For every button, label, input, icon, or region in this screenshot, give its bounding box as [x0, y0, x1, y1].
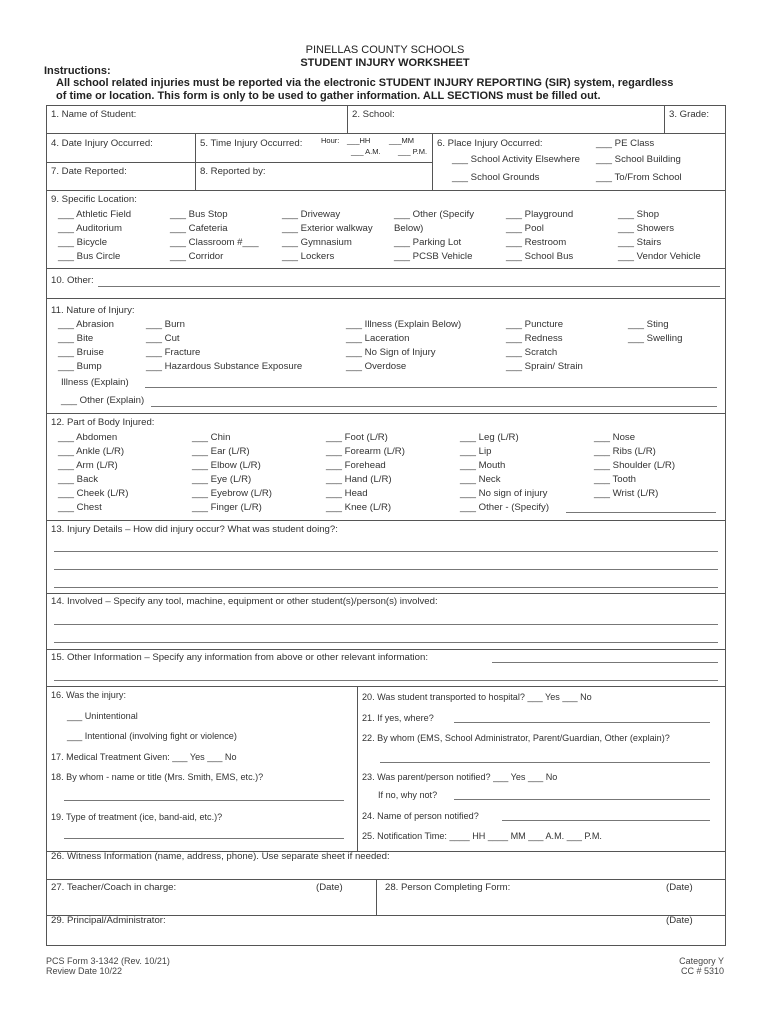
divider — [347, 105, 348, 133]
mm-field[interactable]: ___MM — [389, 136, 415, 145]
divider — [432, 133, 433, 190]
body-part-option[interactable]: ___ Foot (L/R) — [326, 432, 388, 443]
principal-label: 29. Principal/Administrator: — [51, 915, 166, 926]
nature-option[interactable]: ___ Redness — [506, 333, 563, 344]
body-part-option[interactable]: ___ Knee (L/R) — [326, 502, 392, 513]
nature-option[interactable]: ___ Overdose — [346, 361, 407, 372]
location-option[interactable]: ___ Exterior walkway — [282, 223, 373, 234]
location-option[interactable]: ___ Shop — [618, 209, 660, 220]
body-part-option[interactable]: ___ Back — [58, 474, 99, 485]
location-option[interactable]: ___ Driveway — [282, 209, 341, 220]
divider — [664, 105, 665, 133]
treatment-type-label: 19. Type of treatment (ice, band-aid, etc.)? — [51, 812, 223, 822]
location-option[interactable]: ___ PCSB Vehicle — [394, 251, 473, 262]
location-option[interactable]: ___ Stairs — [618, 237, 662, 248]
notification-time-label[interactable]: 25. Notification Time: ____ HH ____ MM ___ A.M. ___ P.M. — [362, 831, 602, 841]
witness-info-label: 26. Witness Information (name, address, phone). Use separate sheet if needed: — [51, 851, 390, 862]
body-part-option[interactable]: ___ Chin — [192, 432, 231, 443]
specific-location-label: 9. Specific Location: — [51, 194, 137, 205]
why-not-label: If no, why not? — [378, 790, 438, 800]
transported-label[interactable]: 20. Was student transported to hospital? ___ Yes ___ No — [362, 692, 592, 702]
location-option[interactable]: ___ Other (Specify — [394, 209, 474, 220]
location-option[interactable]: ___ Vendor Vehicle — [618, 251, 701, 262]
location-option[interactable]: ___ Restroom — [506, 237, 567, 248]
body-part-option[interactable]: ___ Forehead — [326, 460, 386, 471]
body-part-option[interactable]: ___ Eye (L/R) — [192, 474, 252, 485]
body-part-label: 12. Part of Body Injured: — [51, 417, 155, 428]
nature-option[interactable]: ___ No Sign of Injury — [346, 347, 436, 358]
injury-details-line-3[interactable] — [54, 587, 718, 588]
teacher-coach-label: 27. Teacher/Coach in charge: — [51, 882, 177, 893]
nature-option[interactable]: ___ Burn — [146, 319, 185, 330]
body-part-option[interactable]: ___ Other - (Specify) — [460, 502, 550, 513]
school-label: 2. School: — [352, 109, 395, 120]
other-information-line-2[interactable] — [54, 680, 718, 681]
review-date: Review Date 10/22 — [46, 966, 123, 976]
body-part-option[interactable]: ___ Finger (L/R) — [192, 502, 262, 513]
body-part-option[interactable]: ___ Cheek (L/R) — [58, 488, 129, 499]
other-information-line-1[interactable] — [492, 662, 718, 663]
date-reported-label: 7. Date Reported: — [51, 166, 127, 177]
was-injury-label: 16. Was the injury: — [51, 690, 126, 700]
instructions-line-2: of time or location. This form is only to be used to gather information. ALL SECTIONS must be filled out. — [56, 90, 601, 102]
completer-date-label: (Date) — [666, 882, 693, 893]
body-part-option[interactable]: ___ No sign of injury — [460, 488, 548, 499]
body-part-option[interactable]: ___ Leg (L/R) — [460, 432, 519, 443]
nature-option — [628, 347, 718, 358]
am-option[interactable]: ___ A.M. — [351, 147, 381, 156]
location-option[interactable]: ___ Bus Stop — [170, 209, 228, 220]
location-option[interactable]: ___ Auditorium — [58, 223, 122, 234]
nature-option[interactable]: ___ Cut — [146, 333, 180, 344]
other-input-line[interactable] — [98, 286, 720, 287]
nature-option[interactable]: ___ Sting — [628, 319, 669, 330]
place-school-building[interactable]: ___ School Building — [596, 154, 681, 165]
place-school-activity[interactable]: ___ School Activity Elsewhere — [452, 154, 580, 165]
body-part-option[interactable]: ___ Ribs (L/R) — [594, 446, 656, 457]
person-notified-label: 24. Name of person notified? — [362, 811, 479, 821]
divider — [46, 686, 726, 687]
body-part-option[interactable]: ___ Shoulder (L/R) — [594, 460, 676, 471]
involved-line-1[interactable] — [54, 624, 718, 625]
instructions-label: Instructions: — [44, 65, 111, 77]
location-option[interactable]: ___ Lockers — [282, 251, 335, 262]
nature-option — [628, 361, 718, 372]
nature-option[interactable]: ___ Illness (Explain Below) — [346, 319, 462, 330]
body-part-option[interactable]: ___ Lip — [460, 446, 492, 457]
teacher-date-label: (Date) — [316, 882, 343, 893]
date-injury-label: 4. Date Injury Occurred: — [51, 138, 153, 149]
injury-details-label: 13. Injury Details – How did injury occur? What was student doing?: — [51, 524, 338, 535]
hour-label: Hour: — [321, 136, 340, 145]
divider — [376, 879, 377, 915]
divider — [46, 879, 726, 880]
time-injury-label: 5. Time Injury Occurred: — [200, 138, 303, 149]
body-part-option[interactable]: ___ Chest — [58, 502, 102, 513]
injury-details-line-2[interactable] — [54, 569, 718, 570]
nature-option[interactable]: ___ Bruise — [58, 347, 104, 358]
illness-explain-line[interactable] — [145, 387, 717, 388]
location-option[interactable]: ___ Gymnasium — [282, 237, 352, 248]
person-completing-label: 28. Person Completing Form: — [385, 882, 511, 893]
treated-by-line[interactable] — [64, 800, 344, 801]
body-part-option[interactable]: ___ Head — [326, 488, 368, 499]
illness-explain-label: Illness (Explain) — [61, 377, 129, 388]
location-option: Below) — [394, 223, 424, 234]
other-specify-line[interactable] — [566, 512, 716, 513]
specific-location-options — [58, 209, 718, 262]
nature-option[interactable]: ___ Scratch — [506, 347, 558, 358]
intentional-option[interactable]: ___ Intentional (involving fight or violence) — [67, 731, 237, 741]
instructions-line-1: All school related injuries must be reported via the electronic STUDENT INJURY REPORTING (SIR) system, regardless — [56, 77, 674, 89]
treatment-type-line[interactable] — [64, 838, 344, 839]
transport-by-label: 22. By whom (EMS, School Administrator, Parent/Guardian, Other (explain)? — [362, 733, 670, 743]
location-option[interactable]: ___ Pool — [506, 223, 544, 234]
body-part-option[interactable]: ___ Abdomen — [58, 432, 118, 443]
nature-option[interactable]: ___ Abrasion — [58, 319, 115, 330]
body-part-option[interactable]: ___ Ankle (L/R) — [58, 446, 125, 457]
location-option[interactable]: ___ Classroom #___ — [170, 237, 259, 248]
divider — [46, 520, 726, 521]
body-part-option[interactable]: ___ Mouth — [460, 460, 506, 471]
why-not-line[interactable] — [454, 799, 710, 800]
location-option[interactable]: ___ School Bus — [506, 251, 574, 262]
location-option[interactable]: ___ Cafeteria — [170, 223, 228, 234]
other-explain-line[interactable] — [151, 406, 717, 407]
body-part-options — [58, 432, 714, 513]
cc-number: CC # 5310 — [680, 966, 724, 976]
unintentional-option[interactable]: ___ Unintentional — [67, 711, 138, 721]
body-part-option[interactable]: ___ Ear (L/R) — [192, 446, 250, 457]
other-label: 10. Other: — [51, 275, 94, 286]
divider — [46, 162, 432, 163]
divider — [46, 268, 726, 269]
student-name-label: 1. Name of Student: — [51, 109, 137, 120]
nature-option[interactable]: ___ Swelling — [628, 333, 683, 344]
org-name: PINELLAS COUNTY SCHOOLS — [305, 44, 465, 56]
nature-option[interactable]: ___ Puncture — [506, 319, 564, 330]
other-information-label: 15. Other Information – Specify any information from above or other relevant information: — [51, 652, 429, 663]
body-part-option[interactable]: ___ Hand (L/R) — [326, 474, 392, 485]
divider — [46, 133, 726, 134]
category: Category Y — [679, 956, 724, 966]
nature-option[interactable]: ___ Fracture — [146, 347, 201, 358]
hospital-where-label: 21. If yes, where? — [362, 713, 434, 723]
parent-notified-label[interactable]: 23. Was parent/person notified? ___ Yes ___ No — [362, 772, 558, 782]
body-part-option[interactable]: ___ Elbow (L/R) — [192, 460, 261, 471]
principal-date-label: (Date) — [666, 915, 693, 926]
location-option[interactable]: ___ Bicycle — [58, 237, 108, 248]
place-injury-label: 6. Place Injury Occurred: — [437, 138, 543, 149]
divider — [46, 298, 726, 299]
location-option[interactable]: ___ Showers — [618, 223, 674, 234]
hh-field[interactable]: ___HH — [347, 136, 371, 145]
location-option[interactable]: ___ Parking Lot — [394, 237, 462, 248]
body-part-option[interactable]: ___ Neck — [460, 474, 501, 485]
form-title: STUDENT INJURY WORKSHEET — [300, 57, 470, 69]
nature-of-injury-label: 11. Nature of Injury: — [51, 305, 135, 316]
other-explain-label: ___ Other (Explain) — [61, 395, 145, 406]
body-part-option[interactable]: ___ Eyebrow (L/R) — [192, 488, 272, 499]
divider — [46, 190, 726, 191]
place-pe-class[interactable]: ___ PE Class — [596, 138, 655, 149]
involved-line-2[interactable] — [54, 642, 718, 643]
involved-label: 14. Involved – Specify any tool, machine, equipment or other student(s)/person(s) involved: — [51, 596, 438, 607]
treated-by-label: 18. By whom - name or title (Mrs. Smith, EMS, etc.)? — [51, 772, 264, 782]
divider — [46, 649, 726, 650]
transport-by-line[interactable] — [380, 762, 710, 763]
pm-option[interactable]: ___ P.M. — [398, 147, 428, 156]
grade-label: 3. Grade: — [669, 109, 709, 120]
divider — [357, 686, 358, 851]
form-number: PCS Form 3-1342 (Rev. 10/21) — [46, 956, 170, 966]
reported-by-label: 8. Reported by: — [200, 166, 266, 177]
hospital-where-line[interactable] — [454, 722, 710, 723]
body-part-option[interactable]: ___ Wrist (L/R) — [594, 488, 659, 499]
location-option[interactable]: ___ Athletic Field — [58, 209, 132, 220]
divider — [46, 593, 726, 594]
nature-option[interactable]: ___ Bump — [58, 361, 102, 372]
nature-option[interactable]: ___ Laceration — [346, 333, 410, 344]
nature-of-injury-options — [58, 319, 718, 372]
nature-option[interactable]: ___ Hazardous Substance Exposure — [146, 361, 303, 372]
nature-option[interactable]: ___ Sprain/ Strain — [506, 361, 583, 372]
nature-option[interactable]: ___ Bite — [58, 333, 94, 344]
medical-treatment-label[interactable]: 17. Medical Treatment Given: ___ Yes ___ No — [51, 752, 237, 762]
body-part-option[interactable]: ___ Forearm (L/R) — [326, 446, 405, 457]
person-notified-line[interactable] — [502, 820, 710, 821]
body-part-option[interactable]: ___ Arm (L/R) — [58, 460, 118, 471]
divider — [46, 413, 726, 414]
location-option[interactable]: ___ Corridor — [170, 251, 224, 262]
body-part-option[interactable]: ___ Tooth — [594, 474, 636, 485]
body-part-option[interactable]: ___ Nose — [594, 432, 636, 443]
place-school-grounds[interactable]: ___ School Grounds — [452, 172, 540, 183]
place-to-from-school[interactable]: ___ To/From School — [596, 172, 682, 183]
location-option[interactable]: ___ Bus Circle — [58, 251, 121, 262]
injury-details-line-1[interactable] — [54, 551, 718, 552]
location-option[interactable]: ___ Playground — [506, 209, 574, 220]
